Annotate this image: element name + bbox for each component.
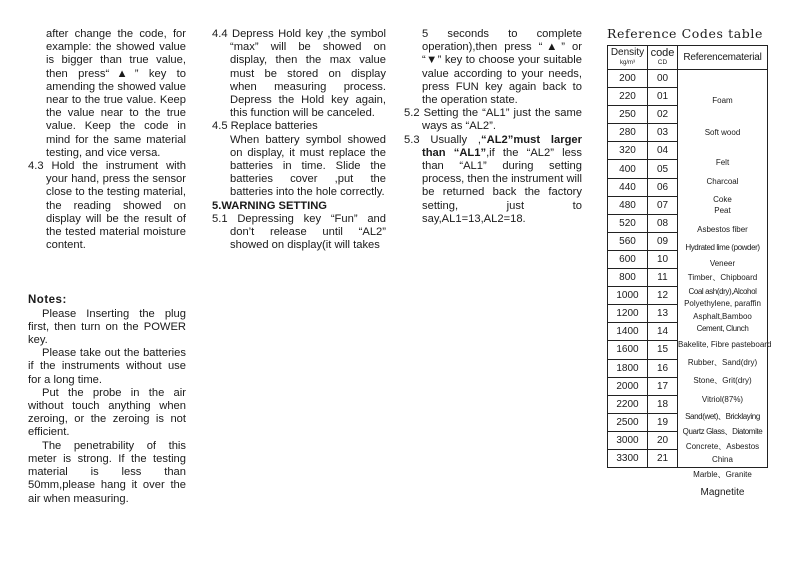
material-label: Veneer — [709, 259, 736, 268]
code-cell: 06 — [648, 178, 678, 196]
table-row — [608, 70, 768, 88]
material-label: Concrete、Asbestos — [685, 442, 760, 451]
step-4-5-paragraph: When battery symbol showed on display, it must replace the batteries in time. Slide the batteries cover ,put the batteries into the hole correctly. — [230, 133, 386, 199]
reference-table-title: Reference Codes table — [607, 26, 763, 41]
material-label: Quartz Glass、Diatomite — [682, 427, 763, 436]
code-cell: 00 — [648, 70, 678, 88]
table-header-row — [608, 46, 768, 70]
code-cell: 10 — [648, 250, 678, 268]
code-cell: 03 — [648, 124, 678, 142]
step-4-3-paragraph: 4.3 Hold the instrument with your hand, press the sensor close to the testing material, the reading showed on display will be the result of the tested material moisture content. — [28, 160, 186, 252]
code-cell: 11 — [648, 269, 678, 287]
density-cell: 1800 — [608, 359, 648, 377]
notes-heading: Notes: — [28, 294, 67, 307]
material-label: Marble、Granite — [693, 470, 752, 479]
density-cell: 250 — [608, 106, 648, 124]
codes-table — [607, 45, 772, 498]
step-5-3-paragraph — [404, 134, 582, 226]
reference-codes-table — [607, 26, 772, 498]
note-2: Please take out the batteries if the instruments without use for a long time. — [28, 347, 186, 386]
material-label: Coke — [713, 195, 732, 204]
density-cell: 440 — [608, 178, 648, 196]
density-cell: 280 — [608, 124, 648, 142]
material-header: Referencematerial — [678, 46, 768, 70]
code-cell: 21 — [648, 449, 678, 467]
material-label: Soft wood — [704, 128, 741, 137]
density-cell: 200 — [608, 70, 648, 88]
material-label: Polyethylene, paraffin — [684, 299, 761, 308]
code-header — [648, 46, 678, 70]
material-label: Charcoal — [706, 177, 739, 186]
density-cell: 1400 — [608, 323, 648, 341]
material-label: China — [712, 455, 733, 464]
density-header-label: Density — [610, 46, 645, 58]
material-label: Sand(wet)、Bricklaying — [685, 412, 760, 421]
step-5-2-paragraph: 5.2 Setting the “AL1” just the same ways as “AL2”. — [404, 107, 582, 133]
code-header-label: code — [650, 46, 675, 59]
density-cell: 3000 — [608, 431, 648, 449]
density-cell: 3300 — [608, 449, 648, 467]
step-5-1-paragraph: 5.1 Depressing key “Fun” and don’t release until “AL2” showed on display(it will takes — [212, 212, 386, 252]
density-cell: 1600 — [608, 341, 648, 359]
column-1 — [28, 28, 186, 506]
warning-setting-heading: 5.WARNING SETTING — [212, 199, 327, 212]
column-2 — [212, 28, 386, 252]
material-label: Peat — [714, 206, 731, 215]
code-cell: 20 — [648, 431, 678, 449]
density-cell: 400 — [608, 160, 648, 178]
density-cell: 800 — [608, 269, 648, 287]
note-4: The penetrability of this meter is strong. If the testing material is less than 50mm,please hang it over the air when measuring. — [28, 439, 186, 505]
density-cell: 1000 — [608, 287, 648, 305]
density-cell: 2500 — [608, 413, 648, 431]
code-cell: 12 — [648, 287, 678, 305]
step-5-3-lead: 5.3 Usually , — [404, 133, 482, 146]
code-cell: 09 — [648, 232, 678, 250]
material-column — [678, 70, 772, 498]
code-cell: 05 — [648, 160, 678, 178]
step-5-3-bold: “AL2”must larger than “AL1” — [422, 133, 582, 159]
material-label: Felt — [715, 158, 730, 167]
material-label: Stone、Grit(dry) — [693, 376, 752, 385]
material-label: Timber、Chipboard — [687, 273, 758, 282]
code-sub-label: CD — [657, 58, 668, 66]
material-label: Hydrated lime (powder) — [685, 243, 760, 252]
material-label: Asbestos fiber — [697, 225, 748, 234]
density-cell: 560 — [608, 232, 648, 250]
code-cell: 18 — [648, 395, 678, 413]
material-label: Asphalt,Bamboo — [693, 312, 752, 321]
code-cell: 16 — [648, 359, 678, 377]
density-cell: 320 — [608, 142, 648, 160]
density-cell: 600 — [608, 250, 648, 268]
density-cell: 520 — [608, 214, 648, 232]
material-label: Coal ash(dry),Alcohol — [688, 287, 757, 296]
density-cell: 480 — [608, 196, 648, 214]
step-4-4-paragraph: 4.4 Depress Hold key ,the symbol “max” will be showed on display, then the max value must be stored on display when measuring process. Depress the Hold key again, this function will be canceled. — [212, 28, 386, 120]
code-cell: 04 — [648, 142, 678, 160]
code-cell: 15 — [648, 341, 678, 359]
note-3: Put the probe in the air without touch anything when zeroing, or the zeroing is not efficient. — [28, 386, 186, 439]
code-cell: 07 — [648, 196, 678, 214]
density-cell: 1200 — [608, 305, 648, 323]
code-cell: 19 — [648, 413, 678, 431]
density-cell: 2200 — [608, 395, 648, 413]
material-label: Foam — [712, 96, 733, 105]
density-cell: 220 — [608, 88, 648, 106]
code-adjust-paragraph: after change the code, for example: the showed value is bigger than true value, then press“▲” key to amending the showed value near to the true value. Keep the value near to the true value. Keep the code in mind for the same material testing, and vice versa. — [46, 28, 186, 159]
code-cell: 17 — [648, 377, 678, 395]
density-unit: kg/m³ — [620, 59, 635, 66]
step-5-3-tail: ,if the “AL2” less than “AL1” during setting process, then the instrument will be returned back the factory setting, just to say,AL1=13,AL2=18. — [422, 146, 582, 225]
step-4-5-title: 4.5 Replace batteries — [212, 120, 318, 133]
code-cell: 01 — [648, 88, 678, 106]
column-3 — [404, 28, 582, 226]
material-label: Vitriol(87%) — [701, 395, 744, 404]
note-1: Please Inserting the plug first, then turn on the POWER key. — [28, 307, 186, 347]
material-label: Rubber、Sand(dry) — [687, 358, 758, 367]
code-cell: 14 — [648, 323, 678, 341]
density-header — [608, 46, 648, 70]
code-cell: 13 — [648, 305, 678, 323]
density-cell: 2000 — [608, 377, 648, 395]
material-label: Magnetite — [700, 487, 745, 498]
material-label: Cement, Clunch — [696, 324, 749, 333]
code-cell: 02 — [648, 106, 678, 124]
step-5-1-continued: 5 seconds to complete operation),then press “▲” or “▼” key to choose your suitable value according to your needs, press FUN key again back to the operation state. — [422, 28, 582, 107]
code-cell: 08 — [648, 214, 678, 232]
material-label: Bakelite, Fibre pasteboard — [678, 340, 772, 349]
